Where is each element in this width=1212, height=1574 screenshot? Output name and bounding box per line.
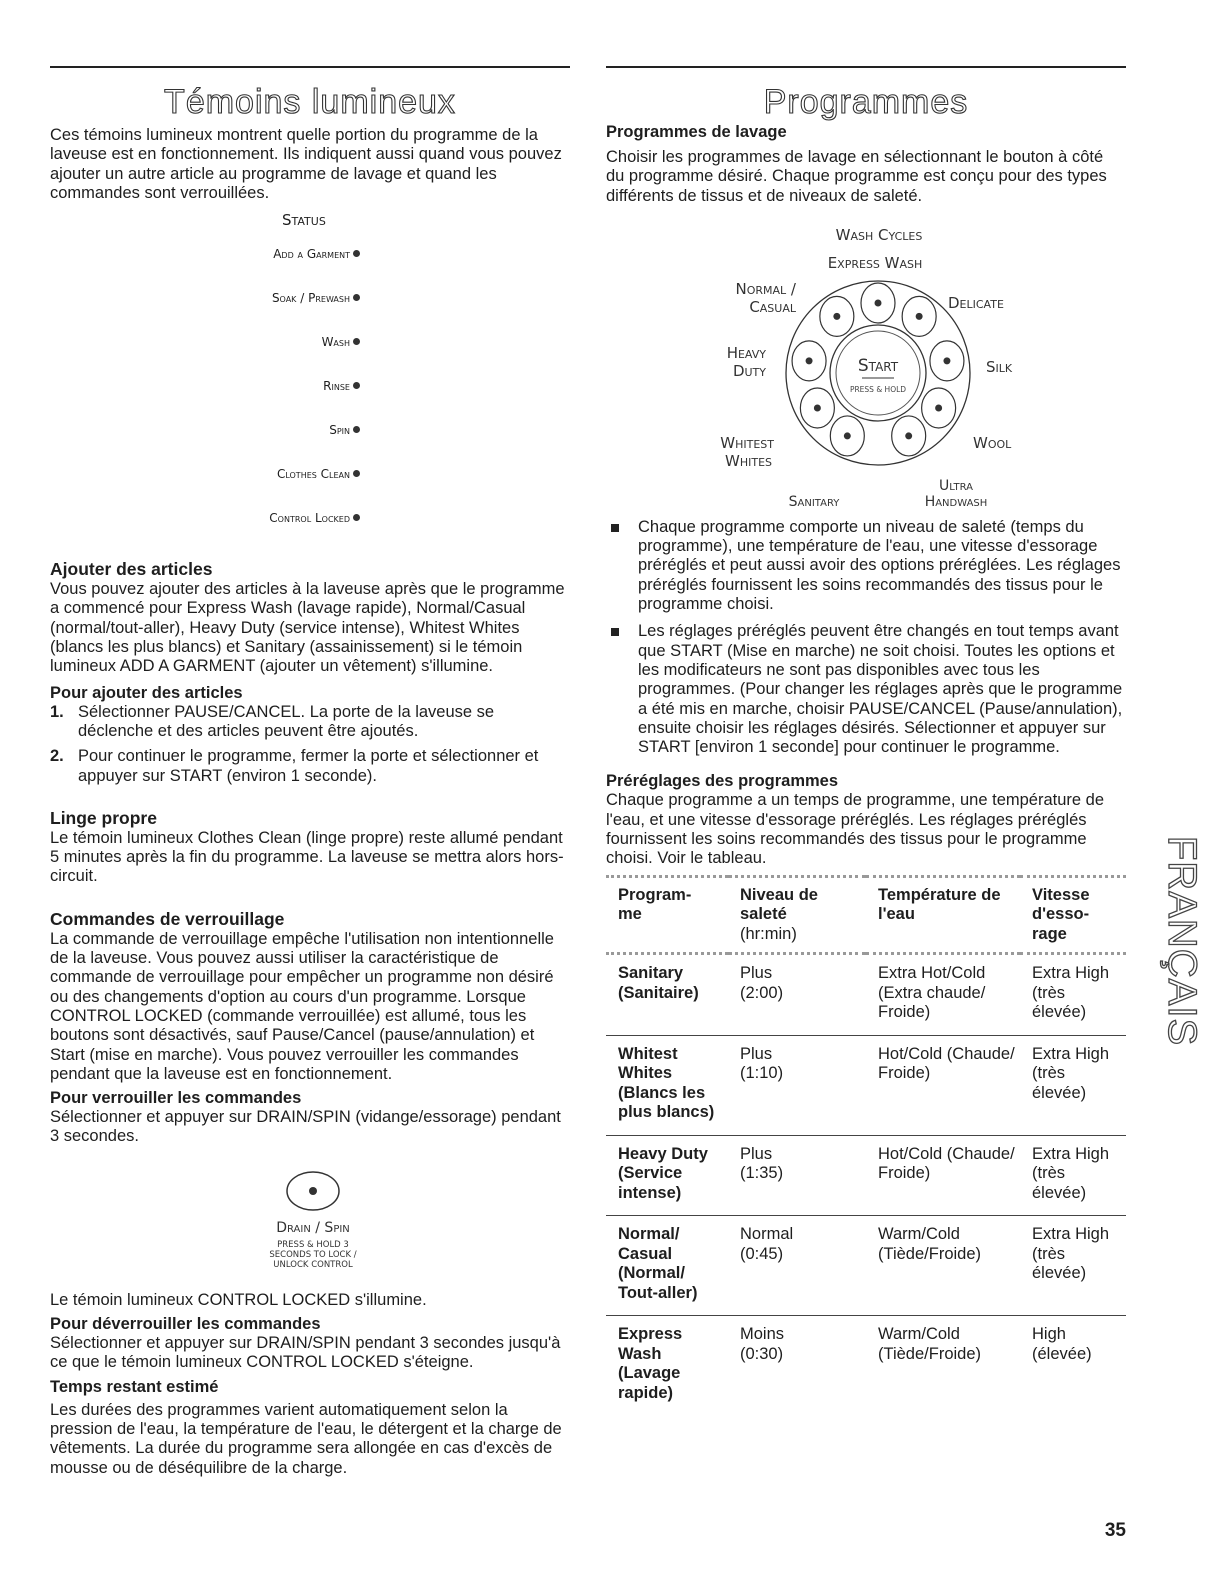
cell-spin: Extra High (très élevée) — [1020, 1135, 1126, 1216]
col-header-soil: Niveau de saleté (hr:min) — [728, 876, 866, 954]
cell-temp: Extra Hot/Cold (Extra chaude/ Froide) — [866, 954, 1020, 1036]
dial-button-heavy-duty — [792, 341, 826, 381]
table-row — [606, 1216, 1126, 1316]
status-light-icon — [353, 514, 360, 521]
dial-label-whites: Whites — [725, 451, 772, 470]
dial-title: Wash Cycles — [835, 225, 923, 244]
status-item: Control Locked — [269, 511, 360, 525]
cell-program: Express Wash (Lavage rapide) — [618, 1325, 683, 1402]
col-header-temp: Température de l'eau — [866, 876, 1020, 954]
status-light-icon — [353, 250, 360, 257]
cell-spin: High (élevée) — [1032, 1325, 1092, 1363]
heading-commandes-verrouillage: Commandes de verrouillage — [50, 908, 285, 929]
table-row — [606, 1316, 1126, 1416]
drain-spin-label: Drain / Spin — [276, 1219, 350, 1236]
dial-button-sanitary — [830, 416, 864, 456]
dial-label-handwash: Handwash — [924, 493, 988, 510]
dial-label-normal: Normal / — [735, 279, 796, 298]
status-light-icon — [353, 382, 360, 389]
ajouter-body: Vous pouvez ajouter des articles à la laveuse après que le programme a commencé pour Express Wash (lavage rapide), Normal/Casual (normal/tout-aller), Heavy Duty (service intense), Whitest Whites (blancs les plus blancs) et Sanitary (assainissement) si le témoin lumineux ADD A GARMENT (ajouter un vêtement) s'illumine. — [50, 580, 565, 676]
linge-propre-body: Le témoin lumineux Clothes Clean (linge propre) reste allumé pendant 5 minutes après la fin du programme. La laveuse se mettra alors hors-circuit. — [50, 828, 564, 886]
subheading-deverrouiller: Pour déverrouiller les commandes — [50, 1315, 321, 1334]
cell-soil: Plus (2:00) — [728, 954, 866, 1036]
step-item: 2. Pour continuer le programme, fermer la porte et sélectionner et appuyer sur START (environ 1 seconde). — [50, 747, 539, 785]
dial-button-wool — [922, 388, 956, 428]
dial-label-express: Express Wash — [827, 253, 923, 272]
dial-button-normal-casual — [820, 296, 854, 336]
verrouiller-body: Sélectionner et appuyer sur DRAIN/SPIN (vidange/essorage) pendant 3 secondes. — [50, 1108, 561, 1146]
cell-spin: Extra High (très élevée) — [1020, 954, 1126, 1036]
cell-program: Whitest Whites (Blancs les plus blancs) — [606, 1035, 728, 1135]
cell-temp: Warm/Cold (Tiède/Froide) — [866, 1216, 1020, 1316]
verrouillage-body: La commande de verrouillage empêche l'utilisation non intentionnelle de la laveuse. Vous pouvez aussi utiliser la caractéristique de commande de verrouillage pour empêcher un programme non désiré ou des changements d'option au cours d'un programme. Lorsque CONTROL LOCKED (commande verrouillée) est allumé, tous les boutons sont désactivés, sauf Pause/Cancel (pause/annulation) et Start (mise en marche). Vous pouvez verrouiller les commandes pendant que la laveuse est en fonctionnement. — [50, 929, 554, 1083]
side-tab-francais — [1140, 812, 1204, 1070]
cell-spin: Extra High (très élevée) — [1020, 1216, 1126, 1316]
drain-spin-button-icon — [50, 1167, 570, 1277]
heading-linge-propre: Linge propre — [50, 807, 157, 828]
status-light-icon — [353, 426, 360, 433]
drain-caption: SECONDS TO LOCK / — [269, 1249, 357, 1260]
programmes-lavage-body: Choisir les programmes de lavage en sélectionnant le bouton à côté du programme désiré. Chaque programme est conçu pour des types différents de tissus et de niveaux de saleté. — [606, 148, 1107, 205]
status-item: Rinse — [323, 379, 360, 393]
dial-press-hold: PRESS & HOLD — [849, 384, 907, 394]
dial-label-delicate: Delicate — [948, 293, 1004, 312]
prereglages-body: Chaque programme a un temps de programme, une température de l'eau, et une vitesse d'essorage préréglés. Les réglages préréglés fournissent les soins recommandés des tissus pour le programme choisi. Voir le tableau. — [606, 791, 1105, 868]
dial-button-delicate — [902, 296, 936, 336]
cell-temp: Warm/Cold (Tiède/Froide) — [878, 1325, 982, 1363]
cell-soil: Normal (0:45) — [728, 1216, 866, 1316]
wash-cycles-dial-figure — [606, 208, 1126, 508]
drain-caption: PRESS & HOLD 3 — [277, 1239, 349, 1250]
dial-button-ultra-handwash — [892, 416, 926, 456]
cell-temp: Hot/Cold (Chaude/ Froide) — [866, 1135, 1020, 1216]
dial-button-silk — [930, 341, 964, 381]
dial-label-sanitary: Sanitary — [788, 493, 840, 510]
cell-spin: Extra High (très élevée) — [1020, 1035, 1126, 1135]
dial-label-casual: Casual — [749, 297, 796, 316]
dial-label-duty: Duty — [732, 361, 766, 380]
bullet-item: Chaque programme comporte un niveau de saleté (temps du programme), une température de l'eau, une vitesse d'essorage préréglés et peut aussi avoir des options préréglées. Les réglages préréglés fournissent les soins recommandés des tissus pour le programme choisi. — [606, 518, 1126, 614]
heading-ajouter: Ajouter des articles — [50, 559, 213, 580]
dial-start-label: Start — [857, 355, 899, 376]
cell-soil: Moins (0:30) — [740, 1325, 785, 1363]
control-locked-illuminates: Le témoin lumineux CONTROL LOCKED s'illumine. — [50, 1290, 427, 1309]
dial-label-wool: Wool — [973, 433, 1012, 452]
status-item: Add a Garment — [273, 247, 360, 261]
side-tab-label: FRANÇAIS — [1160, 835, 1204, 1047]
top-rule-left — [50, 66, 570, 68]
table-header-row — [606, 876, 1126, 954]
subheading-verrouiller: Pour verrouiller les commandes — [50, 1089, 302, 1108]
table-row — [606, 954, 1126, 1036]
col-header-program: Program- me — [606, 876, 728, 954]
status-item: Spin — [329, 423, 360, 437]
temps-restant-body: Les durées des programmes varient automatiquement selon la pression de l'eau, la température de l'eau, le détergent et la charge de vêtements. La durée du programme sera allongée en cas d'excès de mousse ou de déséquilibre de la charge. — [50, 1400, 562, 1477]
cell-soil: Plus (1:35) — [728, 1135, 866, 1216]
status-panel-figure — [50, 203, 570, 526]
status-title: Status — [282, 211, 326, 230]
dial-label-whitest: Whitest — [720, 433, 774, 452]
step-item: 1. Sélectionner PAUSE/CANCEL. La porte de la laveuse se déclenche et des articles peuvent être ajoutés. — [50, 702, 495, 740]
col-header-spin: Vitesse d'esso- rage — [1020, 876, 1126, 954]
table-row — [606, 1135, 1126, 1216]
status-item: Soak / Prewash — [272, 291, 360, 305]
status-light-icon — [353, 470, 360, 477]
status-light-icon — [353, 294, 360, 301]
page-number: 35 — [1104, 1520, 1126, 1541]
status-light-icon — [353, 338, 360, 345]
subheading-pour-ajouter: Pour ajouter des articles — [50, 683, 243, 702]
right-column — [606, 66, 1126, 1415]
status-item: Wash — [322, 335, 360, 349]
dial-button-whitest-whites — [800, 388, 834, 428]
programs-table — [606, 875, 1126, 1416]
intro-paragraph: Ces témoins lumineux montrent quelle portion du programme de la laveuse est en fonctionnement. Ils indiquent aussi quand vous pouvez ajouter un autre article au programme de lavage et quand les commandes sont verrouillées. — [50, 126, 562, 202]
left-column — [50, 66, 570, 1478]
heading-prereglages: Préréglages des programmes — [606, 772, 839, 791]
dial-label-heavy: Heavy — [726, 343, 766, 362]
top-rule-right — [606, 66, 1126, 68]
subheading-temps-restant: Temps restant estimé — [50, 1377, 219, 1396]
section-title-temoins: Témoins lumineux — [164, 83, 456, 121]
section-title-programmes: Programmes — [763, 83, 969, 121]
cell-soil: Plus (1:10) — [728, 1035, 866, 1135]
cell-temp: Hot/Cold (Chaude/ Froide) — [866, 1035, 1020, 1135]
cell-program: Normal/ Casual (Normal/ Tout-aller) — [606, 1216, 728, 1316]
dial-button-express — [861, 283, 895, 323]
drain-spin-figure — [50, 1167, 570, 1277]
heading-programmes-lavage: Programmes de lavage — [606, 123, 787, 141]
bullet-item: Les réglages préréglés peuvent être changés en tout temps avant que START (Mise en marche) ne soit choisi. Toutes les options et les modificateurs ne sont pas disponibles avec tous les programmes. (Pour changer les réglages après que le programme a été mis en marche, choisir PAUSE/CANCEL (Pause/annulation), ensuite choisir les réglages désirés. Sélectionner et appuyer sur START [environ 1 seconde] pour continuer le programme. — [606, 622, 1126, 757]
cell-program: Heavy Duty (Service intense) — [606, 1135, 728, 1216]
deverrouiller-body: Sélectionner et appuyer sur DRAIN/SPIN pendant 3 secondes jusqu'à ce que le témoin lumineux CONTROL LOCKED s'éteigne. — [50, 1334, 561, 1372]
dial-label-ultra: Ultra — [939, 477, 973, 494]
status-item: Clothes Clean — [277, 467, 360, 481]
steps-list — [50, 703, 570, 786]
dial-label-silk: Silk — [986, 357, 1013, 376]
table-row — [606, 1035, 1126, 1135]
cell-program: Sanitary (Sanitaire) — [606, 954, 728, 1036]
drain-caption: UNLOCK CONTROL — [273, 1259, 353, 1270]
preset-bullets — [606, 518, 1126, 758]
